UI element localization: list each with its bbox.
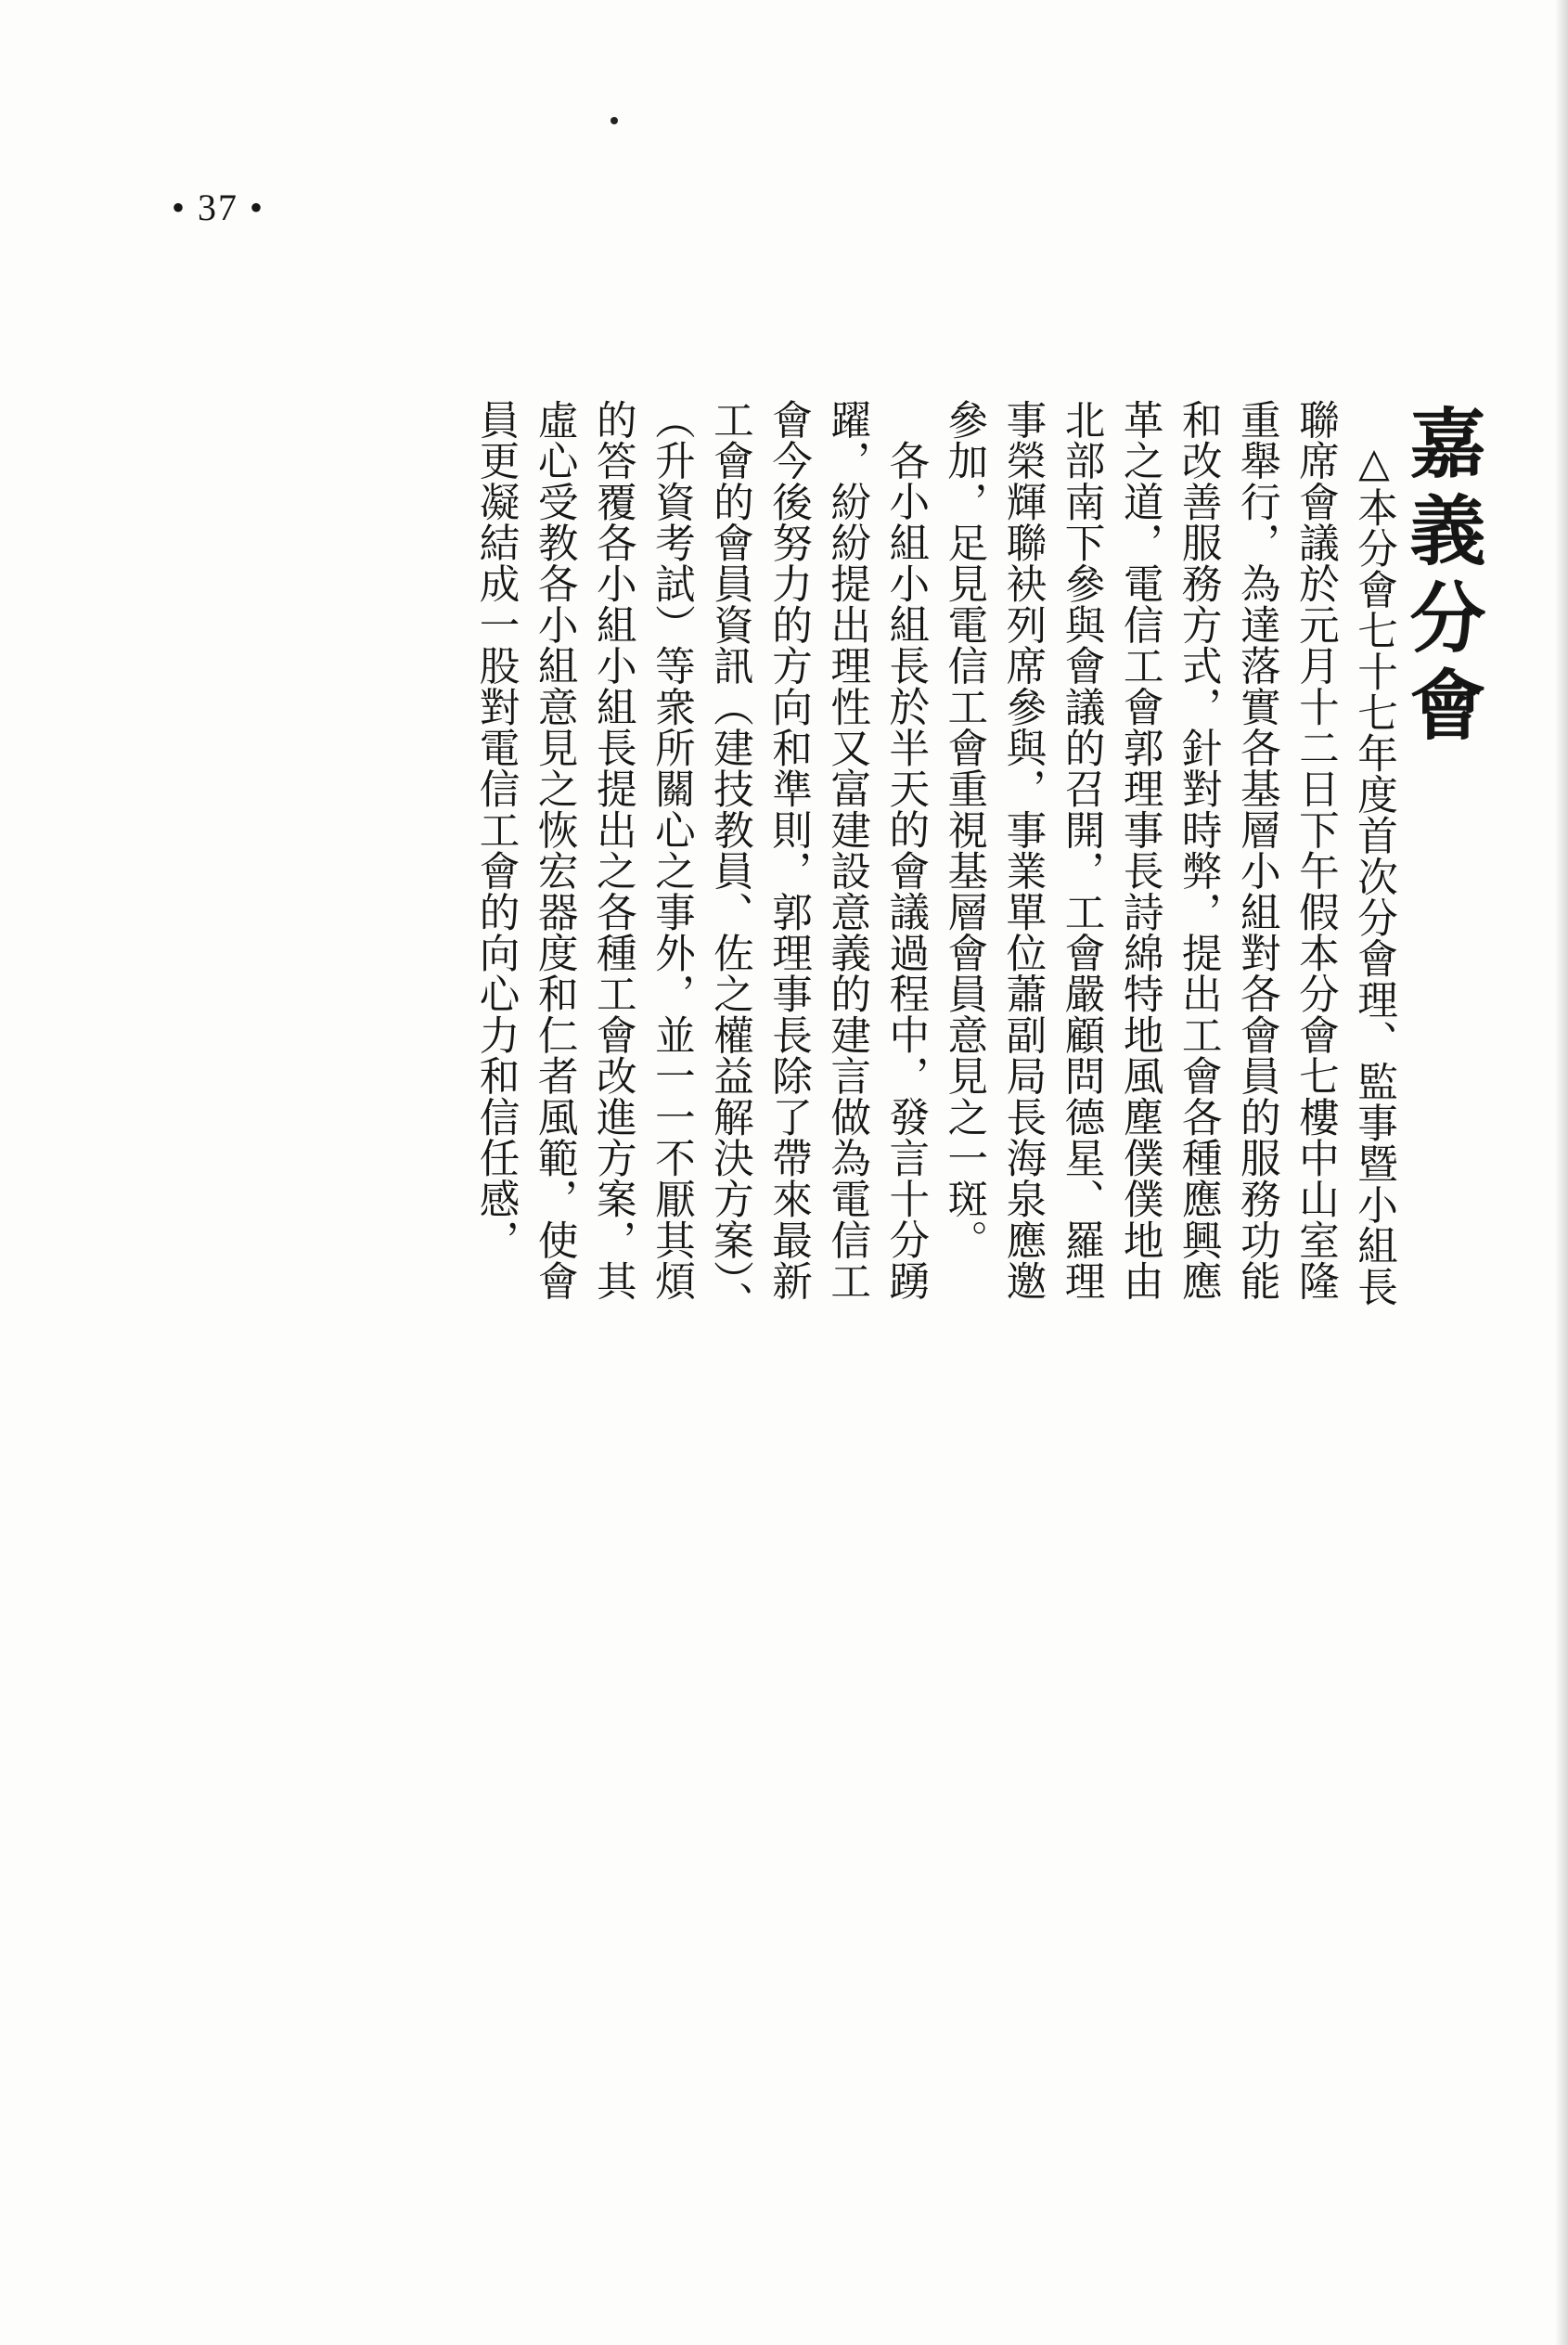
page-edge-shadow <box>1555 0 1568 2345</box>
article-title: 嘉義分會 <box>1397 404 1485 753</box>
paragraph: 各小組小組長於半天的會議過程中，發言十分踴躍，紛紛提出理性又富建設意義的建言做為電信工會今後努力的方向和準則，郭理事長除了帶來最新工會的會員資訊（建技教員、佐之權益解決方案）、（升資考試）等衆所關心之事外，並一一不厭其煩的答覆各小組小組長提出之各種工會改進方案，其虛心受教各小組意見之恢宏器度和仁者風範，使會員更凝結成一股對電信工會的向心力和信任感， <box>472 399 930 1322</box>
upper-text-block <box>160 399 1403 1336</box>
paragraph: △本分會七十七年度首次分會理、監事暨小組長聯席會議於元月十二日下午假本分會七樓中山室隆重舉行，為達落實各基層小組對各會員的服務功能和改善服務方式，針對時弊，提出工會各種應興應革之道，電信工會郭理事長詩綿特地風塵僕僕地由北部南下參與會議的召開，工會嚴顧問德星、羅理事榮輝聯袂列席參與，事業單位蕭副局長海泉應邀參加，足見電信工會重視基層會員意見之一斑。 <box>941 399 1397 1308</box>
page-number: • 37 • <box>172 187 265 228</box>
scan-dot <box>610 117 618 124</box>
